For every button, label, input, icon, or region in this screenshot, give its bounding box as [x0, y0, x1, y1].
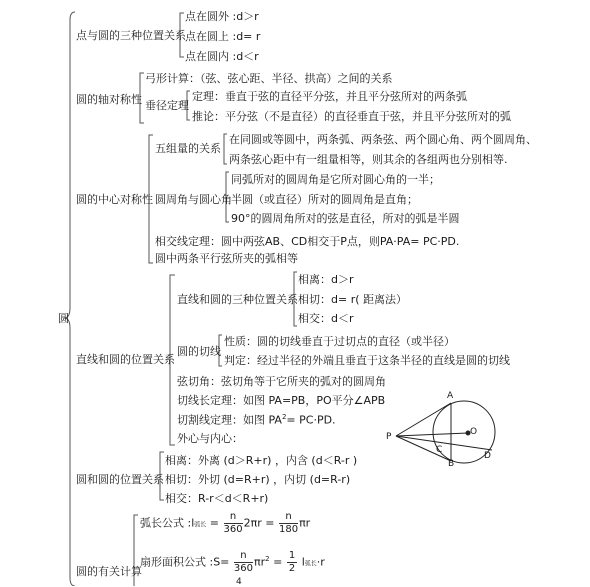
formulas-title: 圆的有关计算 — [76, 565, 142, 578]
five-groups-line2: 两条弦心距中有一组量相等，则其余的各组两也分别相等. — [229, 153, 508, 166]
label-b: B — [448, 459, 455, 469]
perp-bisector-title: 垂径定理 — [145, 99, 189, 112]
tangent-length-theorem: 切线长定理：如图 PA=PB，PO平分∠APB — [177, 394, 386, 407]
tangent-criterion: 判定：经过半径的外端且垂直于这条半径的直线是圆的切线 — [224, 354, 510, 367]
perp-bisector-theorem: 定理：垂直于弦的直径平分弦，并且平分弦所对的两条弧 — [192, 90, 467, 103]
axial-title: 圆的轴对称性 — [76, 93, 142, 106]
circles-apart: 相离：外离 (d＞R+r) ，内含 (d＜R-r ) — [165, 454, 358, 467]
label-c: C — [436, 445, 443, 455]
label-p: P — [386, 432, 392, 442]
circles-intersect: 相交：R-r＜d＜R+r) — [165, 492, 269, 505]
circle-circle-title: 圆和圆的位置关系 — [76, 473, 164, 486]
three-positions-title: 直线和圆的三种位置关系 — [177, 293, 298, 306]
point-on: 点在圆上 :d= r — [185, 30, 261, 43]
parallel-chords: 圆中两条平行弦所夹的弧相等 — [155, 252, 298, 265]
line-apart: 相离：d＞r — [298, 273, 354, 286]
secant-theorem: 切割线定理：如图 $PA^2= PC\cdot PD$. — [177, 413, 336, 427]
label-a: A — [447, 391, 454, 401]
inscribed-line3: 90°的圆周角所对的弦是直径，所对的弧是半圆 — [231, 212, 460, 225]
line-circle-title: 直线和圆的位置关系 — [76, 353, 175, 366]
sector-area-formula: 扇形面积公式 :S= $\frac{n}{360}$ $\pi r^2$ = $\frac{1}{2}$ l弧长·r — [140, 550, 325, 574]
root-label: 圆 — [58, 312, 69, 325]
point-inside: 点在圆内 :d＜r — [185, 50, 259, 63]
arc-length-formula: 弧长公式 :l弧长 = $\frac{n}{360}$ 2πr = $\frac{n}{180}$ πr — [140, 511, 311, 535]
circumcenter-incenter: 外心与内心： — [177, 432, 243, 445]
inscribed-angle-title: 圆周角与圆心角 — [155, 193, 232, 206]
inscribed-line1: 同弧所对的圆周角是它所对圆心角的一半； — [231, 173, 440, 186]
line-tangent: 相切：d= r( 距离法） — [298, 293, 408, 306]
point-outside: 点在圆外 :d＞r — [185, 10, 259, 23]
cut-off-digit: 4 — [236, 577, 242, 587]
tangent-line-title: 圆的切线 — [177, 345, 221, 358]
bow-calc: 弓形计算：（弦、弦心距、半径、拱高）之间的关系 — [145, 72, 393, 85]
label-d: D — [484, 451, 491, 461]
tangent-figure — [396, 401, 495, 463]
tangent-property: 性质：圆的切线垂直于过切点的直径（或半径） — [224, 335, 455, 348]
five-groups-title: 五组量的关系 — [155, 142, 221, 155]
line-intersect: 相交：d＜r — [298, 312, 354, 325]
central-title: 圆的中心对称性 — [76, 193, 153, 206]
perp-bisector-corollary: 推论：平分弦（不是直径）的直径垂直于弦，并且平分弦所对的弧 — [192, 110, 511, 123]
intersecting-chords: 相交线定理：圆中两弦AB、CD相交于P点，则PA·PA= PC·PD. — [155, 235, 460, 248]
point-circle-title: 点与圆的三种位置关系 — [76, 29, 186, 42]
chord-tangent-angle: 弦切角：弦切角等于它所夹的弧对的圆周角 — [177, 375, 386, 388]
label-o: O — [470, 427, 478, 437]
inscribed-line2: 半圆（或直径）所对的圆周角是直角； — [231, 193, 418, 206]
circles-tangent: 相切：外切 (d=R+r) ，内切 (d=R-r) — [165, 473, 351, 486]
five-groups-line1: 在同圆或等圆中，两条弧、两条弦、两个圆心角、两个圆周角、 — [229, 133, 537, 146]
